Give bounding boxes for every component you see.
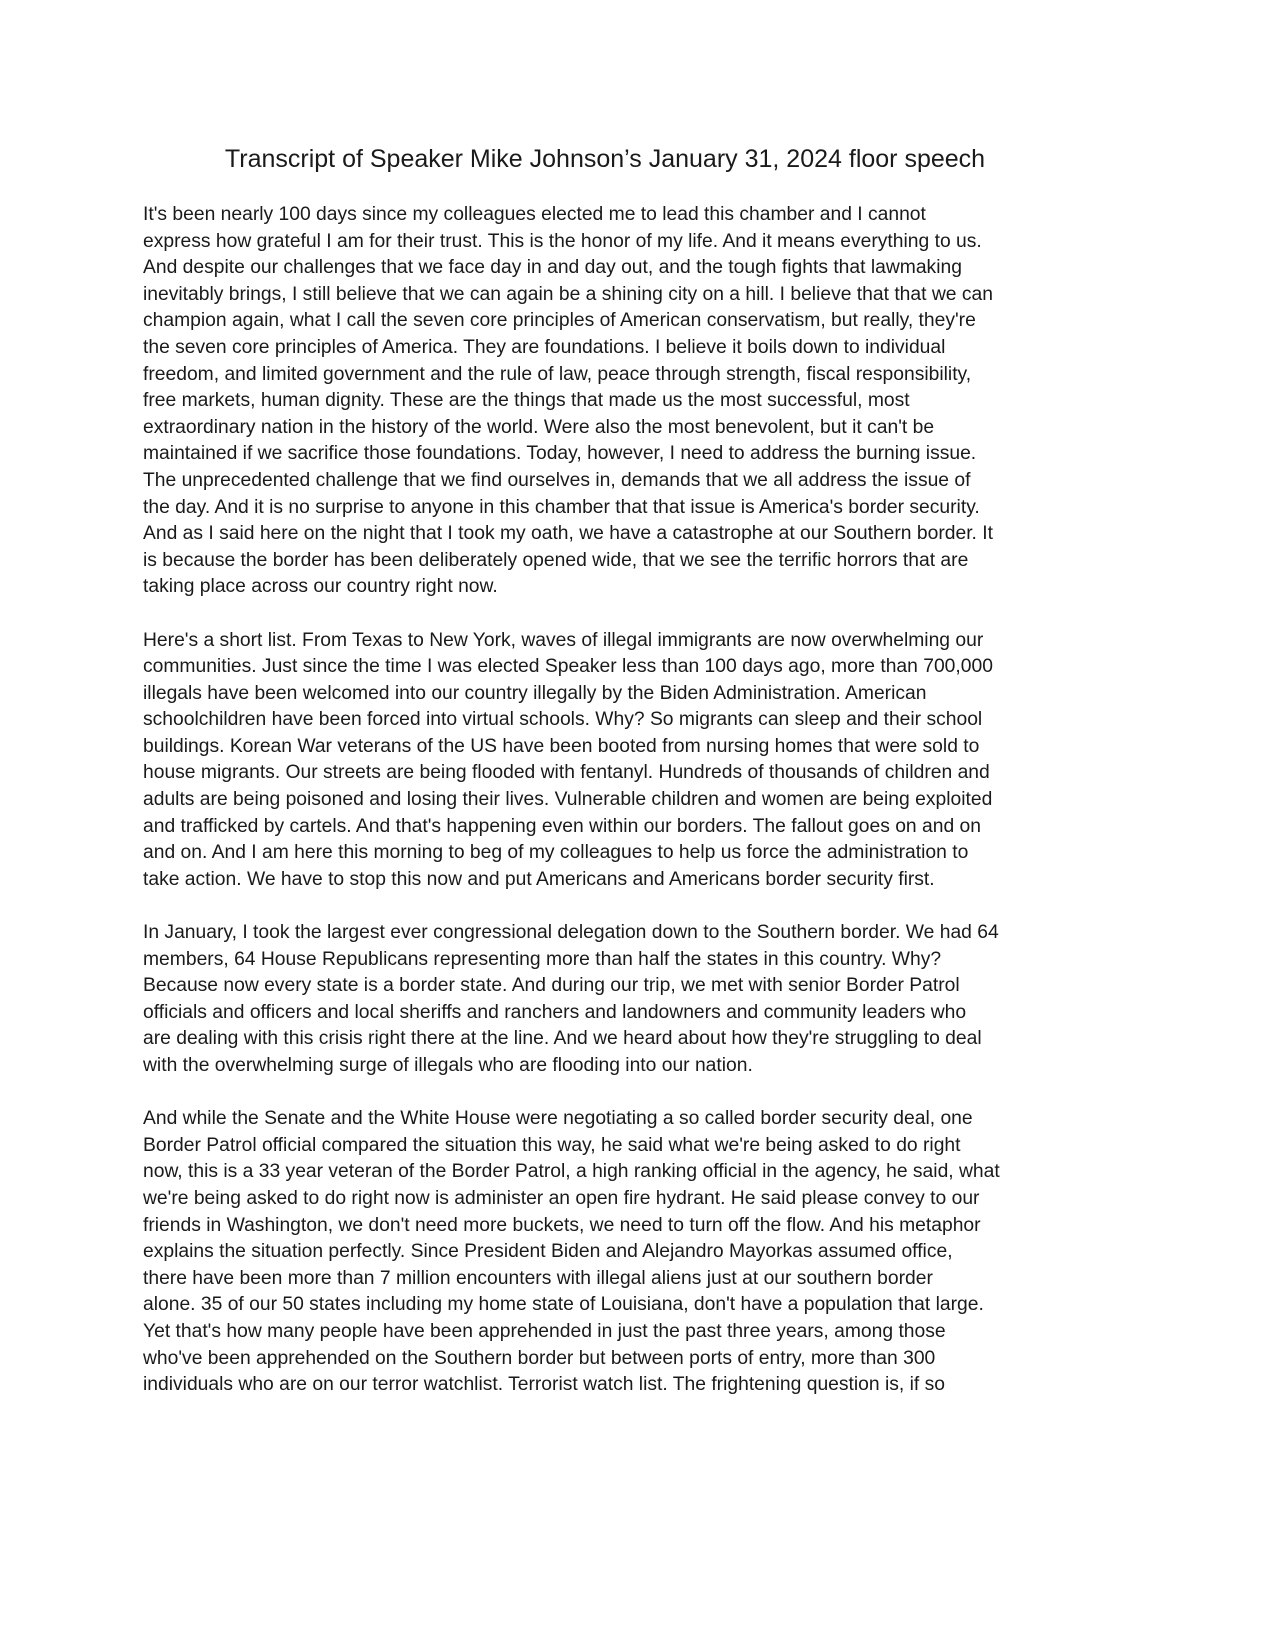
text-line: members, 64 House Republicans representing more than half the states in this country. Why? (143, 948, 942, 970)
text-line: take action. We have to stop this now and put Americans and Americans border security first. (143, 868, 935, 890)
text-line: with the overwhelming surge of illegals who are flooding into our nation. (143, 1055, 753, 1076)
text-line: Here's a short list. From Texas to New York, waves of illegal immigrants are now overwhelming our (143, 629, 984, 651)
text-line: illegals have been welcomed into our country illegally by the Biden Administration. American (143, 682, 927, 704)
text-line: freedom, and limited government and the rule of law, peace through strength, fiscal responsibility, (143, 363, 972, 385)
text-line: the seven core principles of America. They are foundations. I believe it boils down to individual (143, 336, 946, 358)
text-line: extraordinary nation in the history of the world. Were also the most benevolent, but it can't be (143, 416, 935, 438)
paragraph (143, 1106, 1000, 1399)
text-line: buildings. Korean War veterans of the US have been booted from nursing homes that were sold to (143, 735, 980, 757)
text-line: is because the border has been deliberately opened wide, that we see the terrific horrors that are (143, 549, 969, 571)
text-line: house migrants. Our streets are being flooded with fentanyl. Hundreds of thousands of children and (143, 762, 990, 784)
text-line: inevitably brings, I still believe that we can again be a shining city on a hill. I believe that that we can (143, 283, 993, 305)
text-line: schoolchildren have been forced into virtual schools. Why? So migrants can sleep and their school (143, 709, 983, 731)
document-body (143, 202, 1000, 1425)
text-line: champion again, what I call the seven core principles of American conservatism, but really, they're (143, 310, 976, 332)
text-line: Yet that's how many people have been apprehended in just the past three years, among those (143, 1320, 946, 1342)
document-title: Transcript of Speaker Mike Johnson’s January 31, 2024 floor speech (224, 145, 986, 173)
text-line: Border Patrol official compared the situation this way, he said what we're being asked to do right (143, 1134, 961, 1156)
text-line: now, this is a 33 year veteran of the Border Patrol, a high ranking official in the agency, he said, what (143, 1161, 1000, 1183)
paragraph (143, 920, 1000, 1080)
text-line: And as I said here on the night that I took my oath, we have a catastrophe at our Southern border. It (143, 523, 993, 545)
text-line: Because now every state is a border state. And during our trip, we met with senior Border Patrol (143, 975, 960, 997)
text-line: It's been nearly 100 days since my colleagues elected me to lead this chamber and I cannot (143, 204, 926, 225)
text-line: and trafficked by cartels. And that's happening even within our borders. The fallout goes on and on (143, 815, 981, 837)
text-line: And while the Senate and the White House were negotiating a so called border security deal, one (143, 1108, 973, 1130)
text-line: express how grateful I am for their trust. This is the honor of my life. And it means everything to us. (143, 230, 982, 252)
text-line: maintained if we sacrifice those foundations. Today, however, I need to address the burning issue. (143, 443, 977, 465)
text-line: and on. And I am here this morning to beg of my colleagues to help us force the administration to (143, 842, 969, 864)
text-line: alone. 35 of our 50 states including my home state of Louisiana, don't have a population that large. (143, 1294, 984, 1316)
text-line: individuals who are on our terror watchlist. Terrorist watch list. The frightening question is, if so (143, 1374, 945, 1396)
text-line: The unprecedented challenge that we find ourselves in, demands that we all address the issue of (143, 469, 971, 491)
text-line: free markets, human dignity. These are the things that made us the most successful, most (143, 390, 910, 412)
text-line: adults are being poisoned and losing their lives. Vulnerable children and women are being exploited (143, 789, 993, 811)
text-line: And despite our challenges that we face day in and day out, and the tough fights that lawmaking (143, 257, 962, 279)
text-line: we're being asked to do right now is administer an open fire hydrant. He said please convey to our (143, 1187, 980, 1209)
text-line: are dealing with this crisis right there at the line. And we heard about how they're struggling to deal (143, 1028, 982, 1050)
text-line: taking place across our country right now. (143, 576, 498, 598)
paragraph (143, 628, 1000, 894)
paragraph (143, 202, 1000, 601)
text-line: who've been apprehended on the Southern border but between ports of entry, more than 300 (143, 1347, 936, 1369)
text-line: there have been more than 7 million encounters with illegal aliens just at our southern border (143, 1267, 933, 1289)
text-line: explains the situation perfectly. Since President Biden and Alejandro Mayorkas assumed office, (143, 1241, 953, 1263)
text-line: In January, I took the largest ever congressional delegation down to the Southern border. We had 64 (143, 922, 999, 944)
text-line: the day. And it is no surprise to anyone in this chamber that that issue is America's border security. (143, 496, 980, 518)
text-line: officials and officers and local sheriffs and ranchers and landowners and community leaders who (143, 1001, 967, 1023)
text-line: communities. Just since the time I was elected Speaker less than 100 days ago, more than 700,000 (143, 656, 993, 678)
text-line: friends in Washington, we don't need more buckets, we need to turn off the flow. And his metaphor (143, 1214, 981, 1236)
